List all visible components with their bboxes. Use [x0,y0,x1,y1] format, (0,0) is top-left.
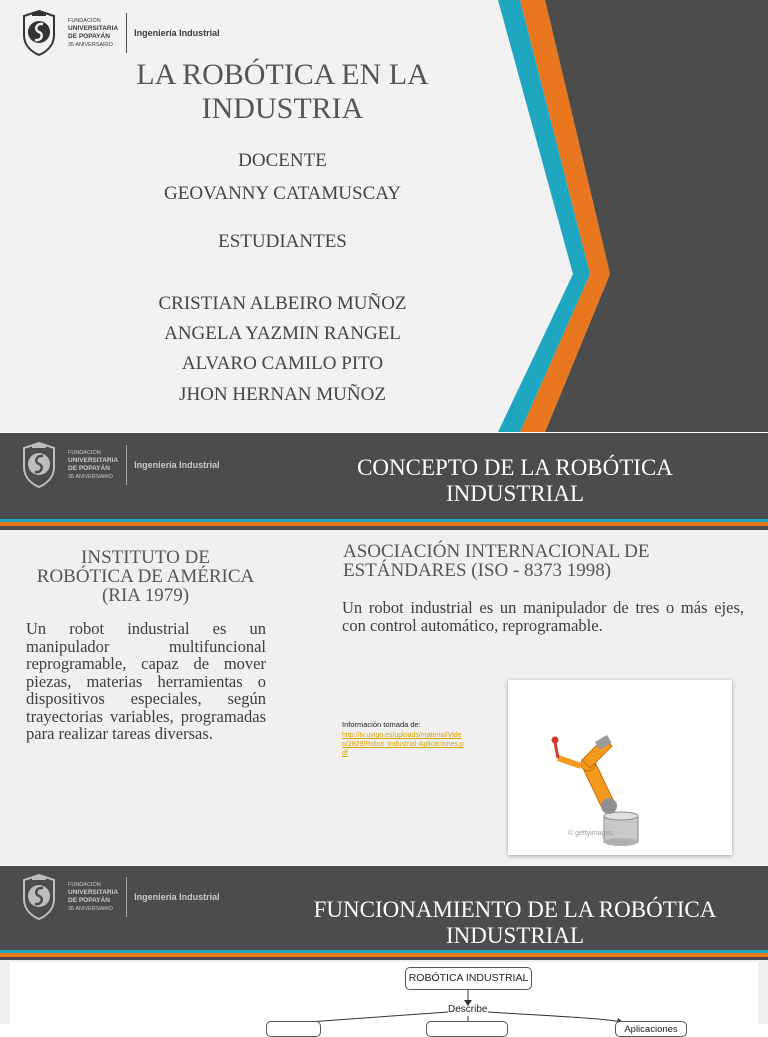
logo-divider [126,445,127,485]
concept-map [10,962,758,1035]
university-name [68,17,118,49]
concept-map-node [426,1021,508,1037]
concept-map-edge-label: Describe [448,1004,488,1015]
logo-line-3: DE POPAYÁN [68,465,110,472]
logo-divider [126,877,127,917]
concept-map-node-aplicaciones: Aplicaciones [615,1021,687,1037]
ria-heading [18,548,273,605]
heading-line: ESTÁNDARES (ISO - 8373 1998) [343,560,612,581]
logo-line-4: 35 ANIVERSARIO [68,906,113,912]
university-seal-icon [18,441,60,489]
student-name: JHON HERNAN MUÑOZ [179,384,386,405]
ria-definition: Un robot industrial es un manipulador multifuncional reprogramable, capaz de mover piezas, materias herramientas o dispositivos especiales, según trayectorias variables, programadas para realizar tareas diversas. [26,619,266,743]
docente-label: DOCENTE [238,150,327,171]
program-name: Ingeniería Industrial [134,28,220,38]
title-line-2: INDUSTRIAL [446,481,584,506]
estudiantes-label: ESTUDIANTES [218,231,347,252]
student-name: ALVARO CAMILO PITO [181,353,384,374]
header-stripe-orange [0,953,768,957]
image-watermark: © gettyimages [568,830,613,837]
slide-concept [0,433,768,865]
logo-line-2: UNIVERSITARIA [68,889,119,896]
logo-line-3: DE POPAYÁN [68,897,110,904]
university-logo [18,9,220,57]
logo-line-3: DE POPAYÁN [68,33,110,40]
iso-definition: Un robot industrial es un manipulador de tres o más ejes, con control automático, reprogramable. [342,598,744,635]
robot-image [508,680,732,855]
heading-line: ASOCIACIÓN INTERNACIONAL DE [343,541,650,562]
docente-name: GEOVANNY CATAMUSCAY [164,183,401,204]
heading-line: ROBÓTICA DE AMÉRICA [36,566,255,587]
program-name: Ingeniería Industrial [134,460,220,470]
logo-line-1: FUNDACIÓN [68,882,101,888]
slide-title [300,455,730,507]
title-line-1: CONCEPTO DE LA ROBÓTICA [357,455,673,480]
slide-title [270,897,760,949]
logo-line-4: 35 ANIVERSARIO [68,474,113,480]
student-name: ANGELA YAZMIN RANGEL [164,323,401,344]
logo-line-2: UNIVERSITARIA [68,457,119,464]
university-seal-icon [18,873,60,921]
slide-functioning [0,866,768,1035]
source-link[interactable]: http://tv.uvigo.es/uploads/material/Video/2829/Robot_Industrial-Aplicaciones.pdf [342,732,464,757]
concept-map-node [266,1021,321,1037]
university-logo [18,873,220,921]
title-line-1: FUNCIONAMIENTO DE LA ROBÓTICA [313,897,717,922]
logo-line-1: FUNDACIÓN [68,450,101,456]
heading-line: (RIA 1979) [101,585,190,606]
logo-line-4: 35 ANIVERSARIO [68,42,113,48]
presentation-title [80,58,485,126]
header-stripe-orange [0,522,768,526]
title-line-1: LA ROBÓTICA EN LA [136,58,429,91]
iso-heading [343,542,703,580]
logo-line-1: FUNDACIÓN [68,18,101,24]
concept-map-root-node: ROBÓTICA INDUSTRIAL [405,967,532,990]
slide-title [0,0,768,432]
logo-line-2: UNIVERSITARIA [68,25,119,32]
university-logo [18,441,220,489]
student-name: CRISTIAN ALBEIRO MUÑOZ [158,293,407,314]
industrial-robot-arm-icon [508,680,732,855]
university-name [68,881,118,913]
university-name [68,449,118,481]
program-name: Ingeniería Industrial [134,892,220,902]
heading-line: INSTITUTO DE [81,547,210,568]
title-line-2: INDUSTRIA [201,92,364,125]
source-label: Información tomada de: [342,720,421,729]
title-line-2: INDUSTRIAL [446,923,584,948]
logo-divider [126,13,127,53]
university-seal-icon [18,9,60,57]
